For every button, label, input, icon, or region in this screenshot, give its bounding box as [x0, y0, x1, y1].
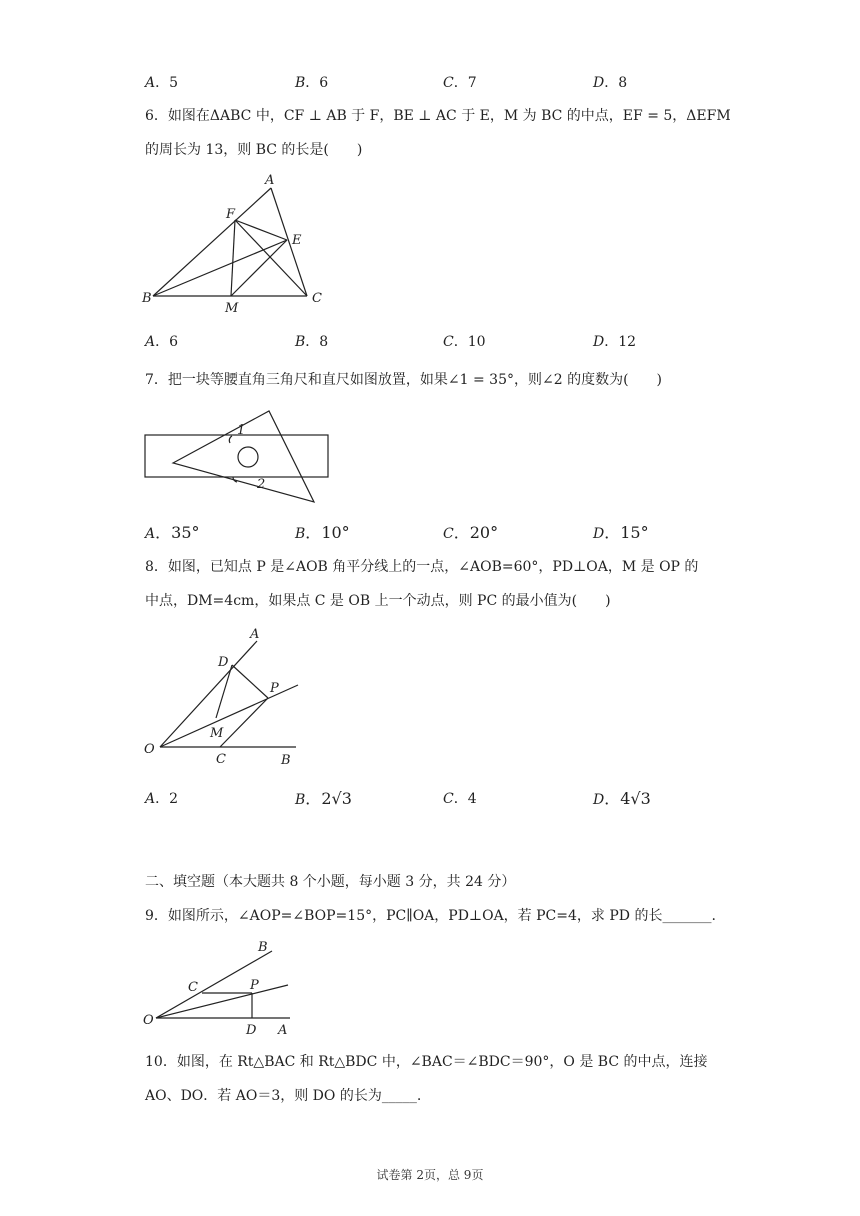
q6-option-d: D．12 [593, 334, 637, 350]
q8-label-c: C [216, 752, 226, 767]
q8-label-m: M [210, 726, 224, 741]
q7-stem-line1: 7．把一块等腰直角三角尺和直尺如图放置，如果∠1 = 35°，则∠2 的度数为( ) [145, 372, 663, 388]
q8-stem-line2: 中点，DM=4cm，如果点 C 是 OB 上一个动点，则 PC 的最小值为( ) [145, 593, 611, 609]
q7-option-b: B．10° [295, 523, 350, 542]
q5-option-c: C．7 [443, 75, 477, 91]
q9-label-d: D [246, 1023, 257, 1038]
q9-label-p: P [250, 978, 259, 993]
q6-label-b: B [142, 291, 152, 306]
q5-option-b: B．6 [295, 75, 329, 91]
q8-option-c: C．4 [443, 791, 477, 807]
q9-label-b: B [258, 940, 268, 955]
page-footer: 试卷第 2页，总 9页 [376, 1168, 484, 1182]
q9-figure [140, 935, 300, 1040]
q6-label-f: F [226, 207, 236, 222]
q6-label-a: A [265, 173, 275, 188]
q8-label-p: P [270, 681, 279, 696]
q8-angle-bisector-figure [140, 620, 310, 775]
section2-heading: 二、填空题（本大题共 8 个小题，每小题 3 分，共 24 分） [145, 874, 516, 890]
q8-label-o: O [144, 742, 155, 757]
q7-angle2-label: 2 [257, 477, 266, 492]
q10-stem-line2: AO、DO．若 AO＝3，则 DO 的长为_____. [145, 1088, 422, 1104]
q7-ruler [145, 435, 328, 477]
q7-option-d: D．15° [593, 523, 649, 542]
q7-ruler-hole [238, 447, 258, 467]
q6-label-m: M [225, 301, 239, 316]
q7-option-c: C．20° [443, 523, 499, 542]
q8-option-b: B．2√3 [295, 789, 352, 808]
q7-angle1-label: 1 [237, 423, 246, 438]
q8-stem-line1: 8．如图，已知点 P 是∠AOB 角平分线上的一点，∠AOB=60°，PD⊥OA，M 是 OP 的 [145, 559, 699, 575]
q6-stem-line2: 的周长为 13，则 BC 的长是( ) [145, 142, 363, 158]
q9-label-o: O [143, 1013, 154, 1028]
q6-stem-line1: 6．如图在ΔABC 中，CF ⊥ AB 于 F，BE ⊥ AC 于 E，M 为 BC 的中点，EF = 5，ΔEFM [145, 108, 731, 124]
q6-triangle-figure [135, 168, 345, 318]
q10-stem-line1: 10．如图，在 Rt△BAC 和 Rt△BDC 中，∠BAC＝∠BDC＝90°，O 是 BC 的中点，连接 [145, 1054, 708, 1070]
q6-label-e: E [292, 233, 302, 248]
q9-label-a: A [278, 1023, 288, 1038]
q8-option-a: A．2 [145, 791, 179, 807]
q9-stem-line1: 9．如图所示，∠AOP=∠BOP=15°，PC∥OA，PD⊥OA，若 PC=4，求 PD 的长_______. [145, 908, 716, 924]
q7-ruler-triangle-figure [140, 405, 340, 510]
q9-label-c: C [188, 980, 198, 995]
q5-option-d: D．8 [593, 75, 628, 91]
q6-option-b: B．8 [295, 334, 329, 350]
q6-option-c: C．10 [443, 334, 486, 350]
q7-option-a: A．35° [145, 523, 200, 542]
q8-label-b: B [281, 753, 291, 768]
q8-label-d: D [218, 655, 229, 670]
q5-option-a: A．5 [145, 75, 179, 91]
q8-label-a: A [250, 627, 260, 642]
q6-label-c: C [312, 291, 322, 306]
q8-option-d: D．4√3 [593, 789, 651, 808]
q6-option-a: A．6 [145, 334, 179, 350]
